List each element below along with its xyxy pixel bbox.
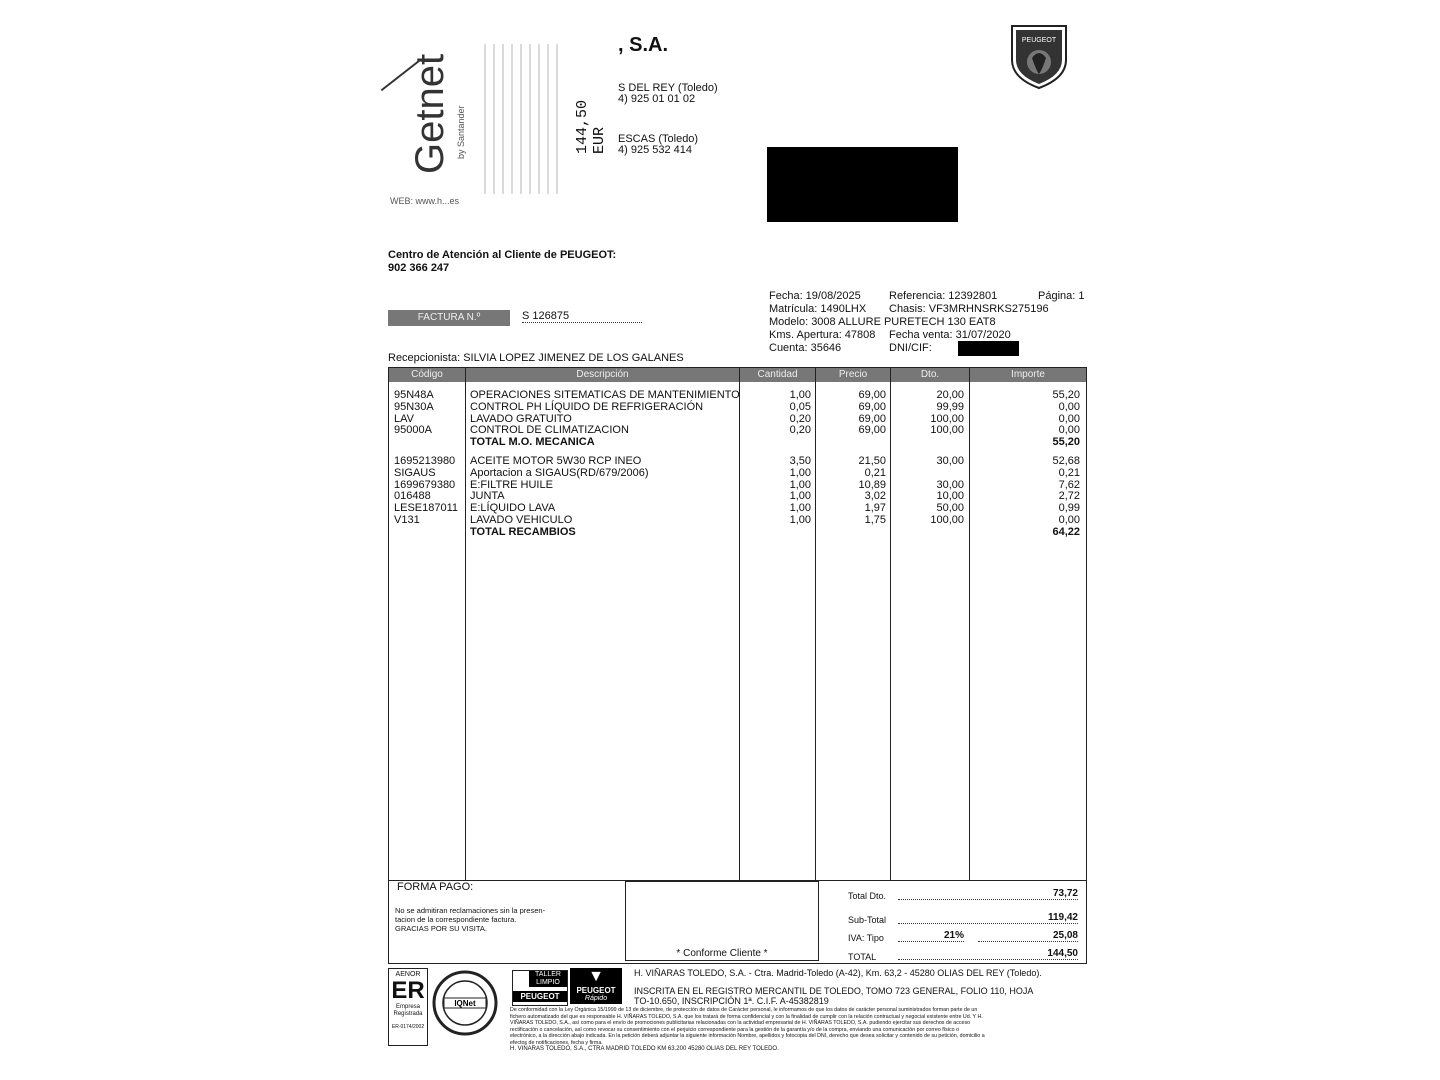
amount-cell: 0,00 (1058, 412, 1080, 425)
discount-cell: 50,00 (936, 502, 964, 515)
price-cell: 69,00 (858, 424, 886, 437)
signature-label: * Conforme Cliente * (676, 948, 768, 959)
header-quantity: Cantidad (740, 368, 815, 382)
taller-text: LIMPIO (529, 979, 567, 987)
svg-text:IQNet: IQNet (454, 999, 476, 1008)
invoice-number-label (388, 310, 510, 326)
grand-total-text: 144,50 (1047, 948, 1078, 959)
price-column (816, 390, 886, 527)
dni-label: DNI/CIF: (889, 342, 932, 354)
description-cell: CONTROL DE CLIMATIZACION (470, 424, 629, 437)
rapido-chevron-icon: ▼ (588, 968, 604, 985)
quantity-cell: 0,20 (789, 424, 811, 437)
total-parts-value: 64,22 (1052, 525, 1080, 538)
total-discount-label: Total Dto. (848, 891, 887, 901)
price-cell: 1,75 (864, 513, 886, 526)
amount-cell: 0,21 (1058, 466, 1080, 479)
total-parts-label: TOTAL RECAMBIOS (470, 525, 576, 538)
description-cell: JUNTA (470, 490, 505, 503)
price-cell: 3,02 (864, 490, 886, 503)
company-name-fragment: , S.A. (618, 34, 669, 56)
discount-cell: 99,99 (936, 400, 964, 413)
amount-cell: 0,00 (1058, 513, 1080, 526)
total-discount-value (898, 888, 1078, 900)
receipt-brand-sub: by Santander (456, 105, 466, 159)
vehicle-plate: Matrícula: 1490LHX (769, 303, 867, 315)
taller-text: TALLER (529, 971, 567, 979)
privacy-line: fichero automatizado del que es responsable H. VIÑARAS TOLEDO, S.A. que los tratará de forma confidencial y con la finalidad de cumplir con la relación contractual y negocial existente entre Ud. Y H. (510, 1013, 983, 1020)
description-cell: E:FILTRE HUILE (470, 478, 553, 491)
header-discount: Dto. (891, 368, 969, 382)
payment-method-label: FORMA PAGO: (397, 881, 474, 893)
code-cell: 95000A (394, 424, 432, 437)
amount-cell: 0,99 (1058, 502, 1080, 515)
quantity-cell: 1,00 (789, 502, 811, 515)
quantity-column (740, 390, 811, 527)
iqnet-certified-seal-icon (432, 970, 498, 1036)
quantity-cell: 0,20 (789, 412, 811, 425)
discount-cell: 20,00 (936, 389, 964, 401)
price-cell: 69,00 (858, 412, 886, 425)
header-price: Precio (816, 368, 890, 382)
receptionist: Recepcionista: SILVIA LOPEZ JIMENEZ DE LOS GALANES (388, 352, 684, 364)
notice-line: No se admitiran reclamaciones sin la presen- (395, 906, 546, 915)
privacy-line: De conformidad con la Ley Orgánica 15/1999 de 13 de diciembre, de protección de datos de Carácter personal, le informamos de que los datos de carácter personal suministrados forman parte de un (510, 1007, 978, 1013)
discount-cell: 100,00 (930, 412, 964, 425)
notice-line: GRACIAS POR SU VISITA. (395, 924, 487, 933)
privacy-line: H. VIÑARAS TOLEDO, S.A., CTRA MADRID TOLEDO KM 63.200 45280 OLIAS DEL REY TOLEDO. (510, 1046, 779, 1052)
receipt-brand: Getnet (408, 53, 452, 174)
code-cell: 95N48A (394, 389, 434, 401)
amount-column (970, 390, 1080, 539)
description-cell: CONTROL PH LÍQUIDO DE REFRIGERACIÓN (470, 400, 704, 413)
invoice-date: Fecha: 19/08/2025 (769, 290, 861, 302)
vat-rate-text: 21% (943, 930, 964, 941)
grand-total-label: TOTAL (848, 952, 877, 962)
svg-text:PEUGEOT: PEUGEOT (1021, 37, 1057, 44)
price-cell: 1,97 (864, 502, 886, 515)
customer-service-phone: 902 366 247 (388, 262, 450, 274)
invoice-reference: Referencia: 12392801 (889, 290, 998, 302)
web-line: WEB: www.h...es (390, 196, 460, 206)
discount-cell (891, 468, 964, 480)
invoice-table (388, 367, 1087, 881)
phone-line-2: 4) 925 532 414 (618, 144, 693, 156)
aenor-logo (388, 968, 428, 1046)
privacy-line: rectificación o cancelación, así como revocar su consentimiento con el perjuicio correspondiente para la gestión de la garantía y/o de la compra, enviando una comunicación por correo físico o (510, 1026, 960, 1033)
privacy-line: efectos de notificaciones, fecha y firma. (510, 1039, 603, 1046)
grand-total-value (898, 948, 1078, 960)
receipt-amount: 144,50 EUR (574, 99, 608, 154)
legal-registry-1: INSCRITA EN EL REGISTRO MERCANTIL DE TOLEDO, TOMO 723 GENERAL, FOLIO 110, HOJA (634, 986, 1034, 996)
amount-cell: 2,72 (1058, 490, 1080, 503)
customer-service-title: Centro de Atención al Cliente de PEUGEOT: (388, 249, 617, 261)
rapido-brand: PEUGEOT (576, 986, 616, 995)
vat-value-text: 25,08 (1052, 930, 1078, 941)
sale-date: Fecha venta: 31/07/2020 (889, 329, 1011, 341)
address-line-2: ESCAS (Toledo) (618, 133, 699, 145)
notice-line: tacion de la correspondiente factura. (395, 915, 517, 924)
quantity-cell: 1,00 (789, 490, 811, 503)
aenor-sub: Empresa (395, 1004, 420, 1010)
subtotal-text: 119,42 (1047, 912, 1078, 923)
description-cell: LAVADO GRATUITO (470, 412, 572, 425)
privacy-line: VIÑARAS TOLEDO, S.A., así como para el envío de promociones publicitarias relacionadas con la actividad empresarial de H. VIÑARAS TOLEDO, S.A. pudiendo ejercitar sus derechos de acceso (510, 1020, 971, 1026)
discount-cell: 100,00 (930, 424, 964, 437)
code-cell: LAV (394, 412, 414, 425)
description-cell: OPERACIONES SITEMATICAS DE MANTENIMIENTO (470, 389, 740, 401)
amount-cell: 0,00 (1058, 424, 1080, 437)
codes-column (394, 390, 464, 527)
code-cell: V131 (394, 513, 420, 526)
price-cell: 69,00 (858, 389, 886, 401)
code-cell: 95N30A (394, 400, 434, 413)
quantity-cell: 1,00 (789, 389, 811, 401)
aenor-code: ER-0174/2002 (391, 1024, 425, 1030)
code-cell: 1699679380 (394, 478, 456, 491)
description-cell: ACEITE MOTOR 5W30 RCP INEO (470, 454, 642, 467)
header-description: Descripción (466, 368, 739, 382)
taller-limpio-logo (512, 970, 568, 1006)
discount-cell: 30,00 (936, 454, 964, 467)
quantity-cell: 0,05 (789, 400, 811, 413)
aenor-label: AENOR (395, 971, 421, 978)
total-discount-text: 73,72 (1052, 888, 1078, 899)
header-code: Código (389, 368, 465, 382)
notice-text (395, 906, 545, 933)
privacy-line: electrónico, a la dirección abajo indicada. En la petición deberá adjuntar la siguiente información Nombre, apellidos y fotocopia del DNI, derecho que desea solicitar y contenido de su petición, domicilio a (510, 1033, 985, 1039)
amount-cell: 52,68 (1052, 454, 1080, 467)
description-cell: LAVADO VEHICULO (470, 513, 573, 526)
vat-label: IVA: Tipo (848, 933, 884, 943)
total-labor-value: 55,20 (1052, 436, 1080, 449)
vehicle-model: Modelo: 3008 ALLURE PURETECH 130 EAT8 (769, 316, 996, 328)
quantity-cell: 3,50 (789, 454, 811, 467)
subtotal-label: Sub-Total (848, 915, 887, 925)
legal-company: H. VIÑARAS TOLEDO, S.A. - Ctra. Madrid-Toledo (A-42), Km. 63,2 - 45280 OLIAS DEL REY (Toledo). (634, 968, 1042, 978)
quantity-cell: 1,00 (789, 513, 811, 526)
redacted-address-block (767, 147, 958, 222)
subtotal-value (898, 912, 1078, 924)
price-cell: 69,00 (858, 400, 886, 413)
total-labor-label: TOTAL M.O. MECANICA (470, 436, 595, 449)
vehicle-kms: Kms. Apertura: 47808 (769, 329, 876, 341)
discount-column (891, 390, 964, 527)
quantity-cell: 1,00 (789, 478, 811, 491)
discount-cell: 10,00 (936, 490, 964, 503)
peugeot-rapido-logo (570, 968, 622, 1004)
invoice-page: Página: 1 (1038, 290, 1085, 302)
privacy-notice (510, 1007, 1085, 1053)
price-cell: 21,50 (858, 454, 886, 467)
redacted-dni (958, 341, 1019, 356)
receipt-print-lines (484, 44, 564, 194)
quantity-cell: 1,00 (789, 466, 811, 479)
aenor-er-mark: ER (391, 977, 425, 1004)
price-cell: 10,89 (858, 478, 886, 491)
card-receipt (404, 14, 608, 210)
price-cell: 0,21 (864, 466, 886, 479)
peugeot-logo-icon (1004, 18, 1074, 90)
code-cell: 016488 (394, 490, 431, 503)
invoice-label-text: FACTURA N.º (417, 312, 481, 323)
rapido-sub: Rápido (584, 995, 608, 1002)
col-divider (465, 368, 466, 880)
invoice-number: S 126875 (522, 310, 642, 323)
code-cell: SIGAUS (394, 466, 436, 479)
amount-cell: 55,20 (1052, 389, 1080, 401)
legal-registry-2: TO-10.650, INSCRIPCIÓN 1ª. C.I.F. A-45382819 (634, 996, 829, 1006)
taller-brand: PEUGEOT (513, 991, 567, 1002)
vat-value (978, 930, 1078, 942)
description-cell: E:LÍQUIDO LAVA (470, 502, 556, 515)
amount-cell: 7,62 (1058, 478, 1080, 491)
discount-cell: 30,00 (936, 478, 964, 491)
address-line-1: S DEL REY (Toledo) (618, 82, 718, 94)
vat-rate (898, 930, 964, 942)
code-cell: LESE187011 (394, 502, 459, 515)
discount-cell: 100,00 (930, 513, 964, 526)
code-cell: 1695213980 (394, 454, 456, 467)
vehicle-chassis: Chasis: VF3MRHNSRKS275196 (889, 303, 1049, 315)
account-number: Cuenta: 35646 (769, 342, 842, 354)
aenor-sub: Registrada (393, 1011, 423, 1017)
header-amount: Importe (970, 368, 1086, 382)
phone-line-1: 4) 925 01 01 02 (618, 93, 696, 105)
amount-cell: 0,00 (1058, 400, 1080, 413)
descriptions-column (470, 390, 740, 539)
customer-signature-box (625, 881, 819, 961)
description-cell: Aportacion a SIGAUS(RD/679/2006) (470, 466, 649, 479)
